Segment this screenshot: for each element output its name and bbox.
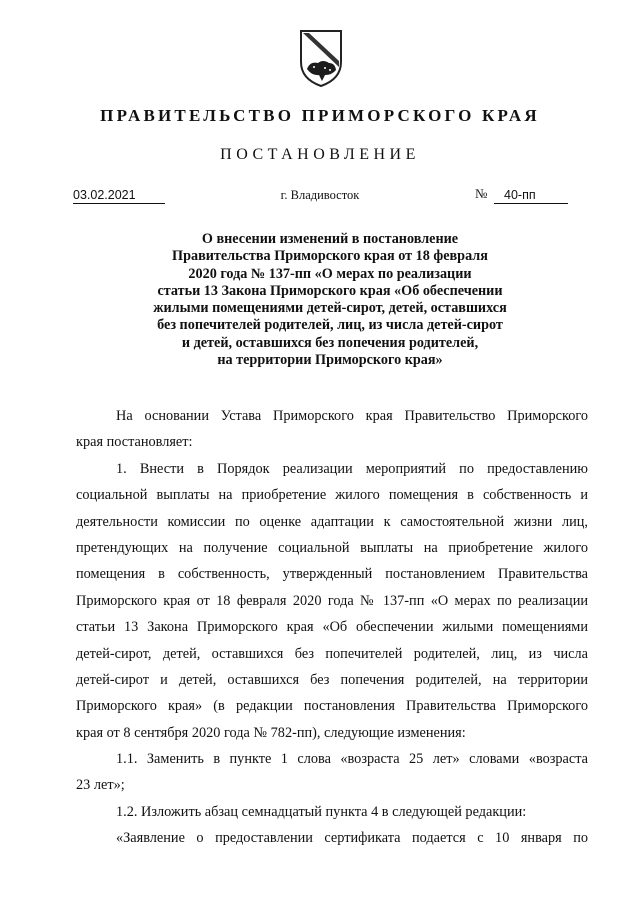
- subject-line: на территории Приморского края»: [217, 352, 443, 369]
- body-line: помещения в собственность, утвержденный постановлением Правительства: [76, 566, 588, 583]
- subject-line: статьи 13 Закона Приморского края «Об обеспечении: [157, 282, 503, 299]
- subject-line: О внесении изменений в постановление: [201, 231, 459, 247]
- government-title: ПРАВИТЕЛЬСТВО ПРИМОРСКОГО КРАЯ: [100, 106, 540, 125]
- document-subject: [140, 231, 520, 369]
- body-line: «Заявление о предоставлении сертификата подается с 10 января по: [116, 830, 588, 847]
- document-number: 40-пп: [494, 187, 568, 204]
- body-line: края от 8 сентября 2020 года № 782-пп), следующие изменения:: [76, 724, 466, 741]
- body-line: социальной выплаты на приобретение жилого помещения в собственность и: [76, 487, 588, 504]
- subject-line: жилыми помещениями детей-сирот, детей, оставшихся: [153, 300, 507, 317]
- document-city: г. Владивосток: [280, 188, 360, 202]
- body-line: Приморского края от 18 февраля 2020 года № 137-пп «О мерах по реализации: [76, 592, 588, 609]
- document-body: [76, 403, 588, 852]
- body-line: детей-сирот, детей, оставшихся без попечителей родителей, лиц, из числа: [76, 645, 588, 662]
- body-line: претендующих на получение социальной выплаты на приобретение жилого: [76, 539, 588, 556]
- document-date: 03.02.2021: [73, 187, 165, 204]
- body-line: края постановляет:: [76, 434, 193, 451]
- body-line: 1.1. Заменить в пункте 1 слова «возраста 25 лет» словами «возраста: [116, 751, 588, 768]
- subject-line: Правительства Приморского края от 18 февраля: [172, 248, 488, 265]
- number-sign: №: [475, 186, 488, 201]
- body-line: 23 лет»;: [76, 777, 125, 794]
- body-line: 1.2. Изложить абзац семнадцатый пункта 4 в следующей редакции:: [116, 803, 527, 820]
- body-line: деятельности комиссии по оценке адаптации к самостоятельной жизни лиц,: [76, 513, 588, 530]
- body-line: детей-сирот и детей, оставшихся без попечения родителей, на территории: [76, 671, 588, 688]
- subject-line: и детей, оставшихся без попечения родителей,: [181, 334, 479, 351]
- document-type: ПОСТАНОВЛЕНИЕ: [220, 146, 420, 163]
- coat-of-arms-icon: [298, 28, 344, 88]
- body-line: На основании Устава Приморского края Правительство Приморского: [116, 408, 588, 424]
- subject-line: без попечителей родителей, лиц, из числа детей-сирот: [157, 317, 503, 334]
- subject-line: 2020 года № 137-пп «О мерах по реализации: [188, 265, 472, 282]
- body-line: Приморского края» (в редакции постановления Правительства Приморского: [76, 698, 588, 715]
- body-line: статьи 13 Закона Приморского края «Об обеспечении жилыми помещениями: [76, 619, 588, 636]
- body-line: 1. Внести в Порядок реализации мероприятий по предоставлению: [116, 460, 588, 477]
